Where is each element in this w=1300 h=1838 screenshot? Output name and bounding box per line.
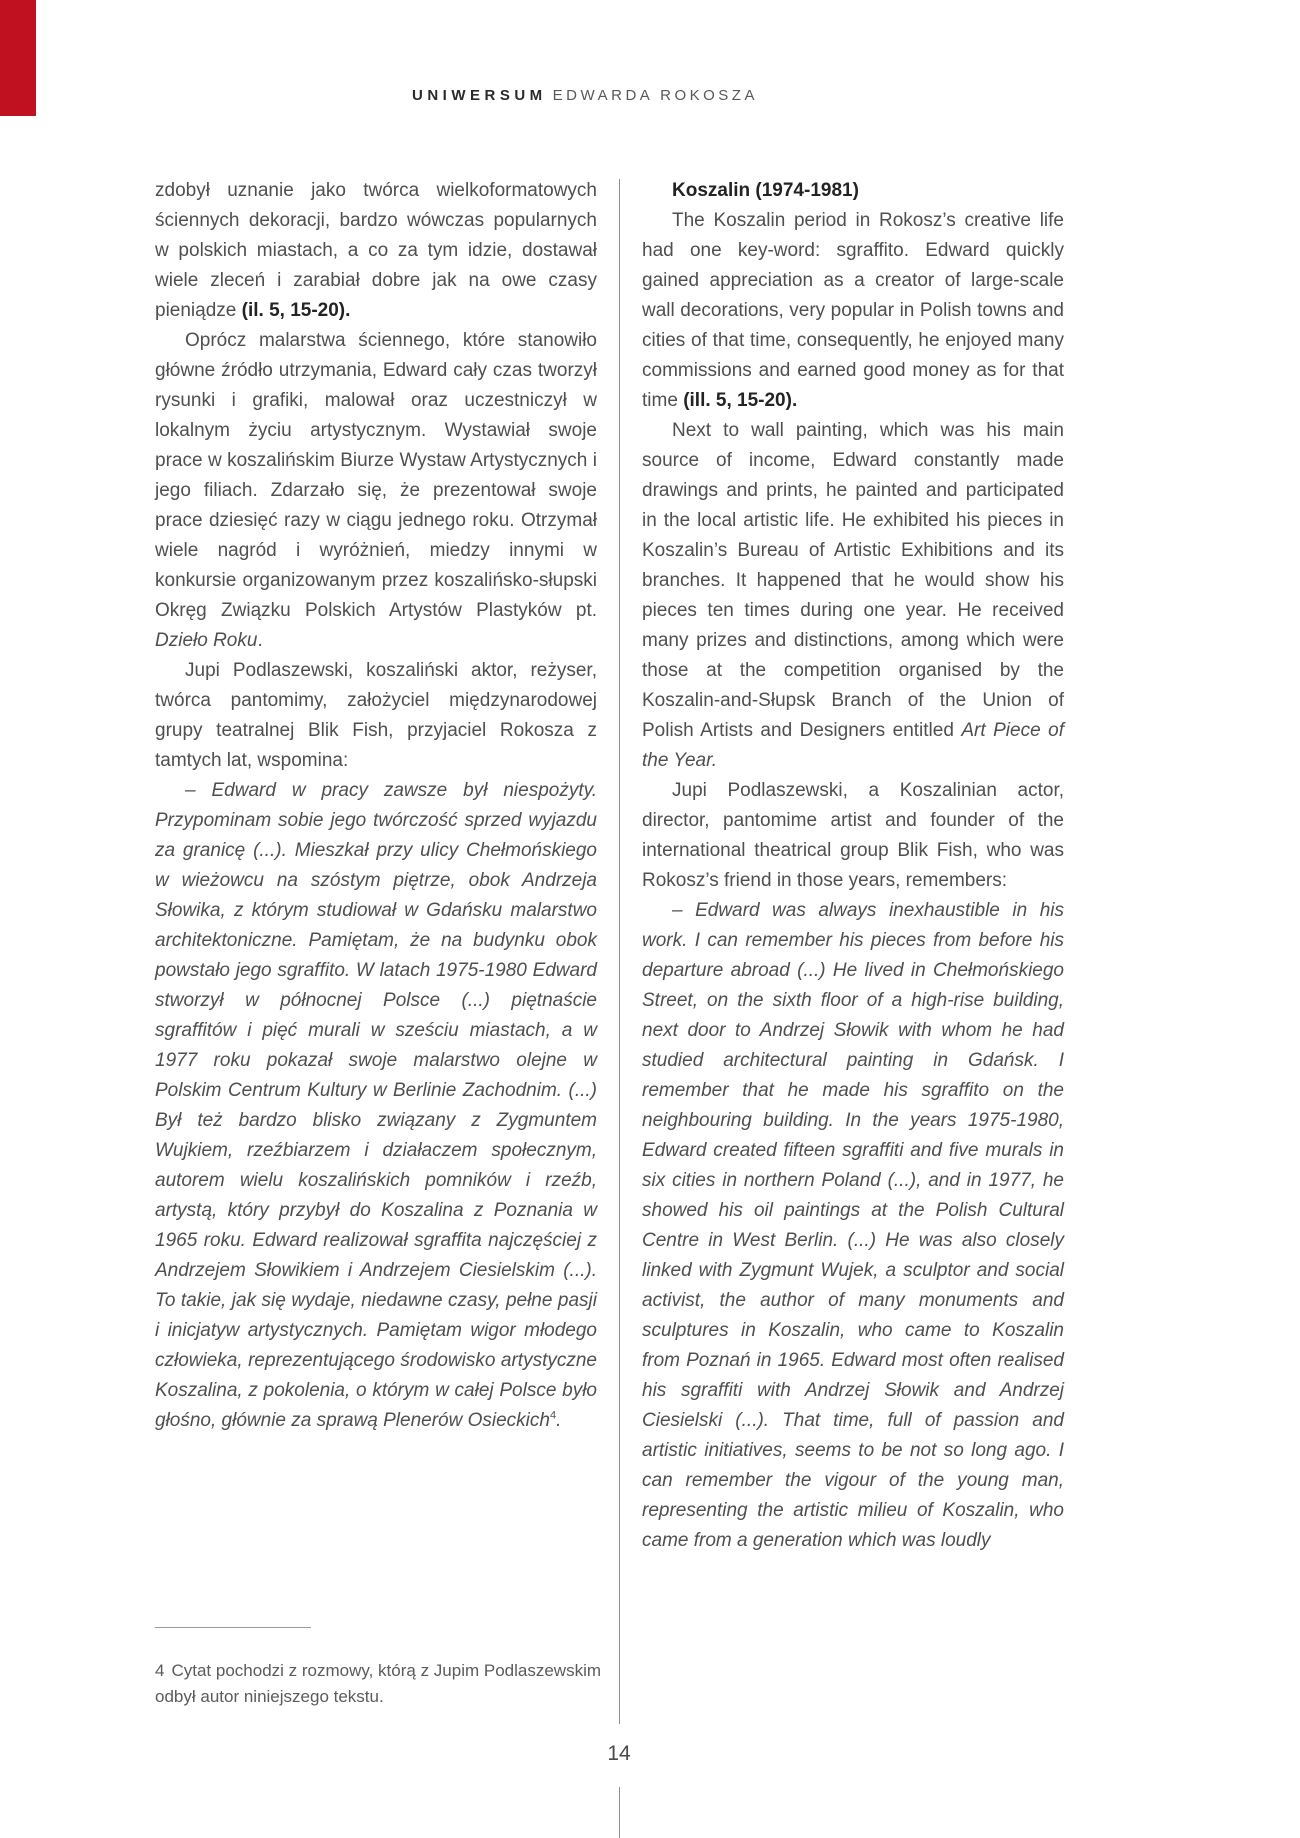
footnote-marker: 4 bbox=[155, 1661, 165, 1680]
footnote bbox=[155, 1658, 615, 1710]
paragraph: Jupi Podlaszewski, koszaliński aktor, reżyser, twórca pantomimy, założyciel międzynarodowej grupy teatralnej Blik Fish, przyjaciel Rokosza z tamtych lat, wspomina: bbox=[155, 660, 597, 771]
column-divider-top bbox=[619, 179, 620, 1724]
running-header-subtitle: EDWARDA ROKOSZA bbox=[552, 87, 758, 104]
paragraph: Jupi Podlaszewski, a Koszalinian actor, director, pantomime artist and founder of the international theatrical group Blik Fish, who was Rokosz’s friend in those years, remembers: bbox=[642, 780, 1064, 891]
right-column-english-text bbox=[642, 176, 1064, 1556]
paragraph: Oprócz malarstwa ściennego, które stanowiło główne źródło utrzymania, Edward cały czas tworzył rysunki i grafiki, malował oraz uczestniczył w lokalnym życiu artystycznym. Wystawiał swoje prace w koszalińskim Biurze Wystaw Artystycznych i jego filiach. Zdarzało się, że prezentował swoje prace dziesięć razy w ciągu jednego roku. Otrzymał wiele nagród i wyróżnień, miedzy innymi w konkursie organizowanym przez koszalińsko-słupski Okręg Związku Polskich Artystów Plastyków pt. Dzieło Roku. bbox=[155, 330, 597, 651]
section-heading: Koszalin (1974-1981) bbox=[672, 180, 859, 201]
paragraph: zdobył uznanie jako twórca wielkoformatowych ściennych dekoracji, bardzo wówczas popularnych w polskich miastach, a co za tym idzie, dostawał wiele zleceń i zarabiał dobre jak na owe czasy pieniądze (il. 5, 15-20). bbox=[155, 180, 597, 321]
column-divider-bottom bbox=[619, 1787, 620, 1838]
paragraph: – Edward w pracy zawsze był niespożyty. Przypominam sobie jego twórczość sprzed wyjazdu za granicę (...). Mieszkał przy ulicy Chełmońskiego w wieżowcu na szóstym piętrze, obok Andrzeja Słowika, z którym studiował w Gdańsku malarstwo architektoniczne. Pamiętam, że na budynku obok powstało jego sgraffito. W latach 1975-1980 Edward stworzył w północnej Polsce (...) piętnaście sgraffitów i pięć murali w sześciu miastach, a w 1977 roku pokazał swoje malarstwo olejne w Polskim Centrum Kultury w Berlinie Zachodnim. (...) Był też bardzo blisko związany z Zygmuntem Wujkiem, rzeźbiarzem i działaczem społecznym, autorem wielu koszalińskich pomników i rzeźb, artystą, który przybył do Koszalina z Poznania w 1965 roku. Edward realizował sgraffita najczęściej z Andrzejem Słowikiem i Andrzejem Ciesielskim (...). To takie, jak się wydaje, niedawne czasy, pełne pasji i inicjatyw artystycznych. Pamiętam wigor młodego człowieka, reprezentującego środowisko artystyczne Koszalina, z pokolenia, o którym w całej Polsce było głośno, głównie za sprawą Plenerów Osieckich$^4$. bbox=[155, 780, 597, 1431]
running-header-title: UNIWERSUM bbox=[412, 87, 547, 104]
footnote-rule bbox=[155, 1627, 311, 1628]
paragraph: – Edward was always inexhaustible in his work. I can remember his pieces from before his departure abroad (...) He lived in Chełmońskiego Street, on the sixth floor of a high-rise building, next door to Andrzej Słowik with whom he had studied architectural painting in Gdańsk. I remember that he made his sgraffito on the neighbouring building. In the years 1975-1980, Edward created fifteen sgraffiti and five murals in six cities in northern Poland (...), and in 1977, he showed his oil paintings at the Polish Cultural Centre in West Berlin. (...) He was also closely linked with Zygmunt Wujek, a sculptor and social activist, the author of many monuments and sculptures in Koszalin, who came to Koszalin from Poznań in 1965. Edward most often realised his sgraffiti with Andrzej Słowik and Andrzej Ciesielski (...). That time, full of passion and artistic initiatives, seems to be not so long ago. I can remember the vigour of the young man, representing the artistic milieu of Koszalin, who came from a generation which was loudly bbox=[642, 900, 1064, 1551]
left-column-polish-text bbox=[155, 176, 597, 1436]
page-number: 14 bbox=[607, 1742, 631, 1765]
paragraph: The Koszalin period in Rokosz’s creative life had one key-word: sgraffito. Edward quickly gained appreciation as a creator of large-scale wall decorations, very popular in Polish towns and cities of that time, consequently, he enjoyed many commissions and earned good money as for that time (ill. 5, 15-20). bbox=[642, 210, 1064, 411]
running-header bbox=[412, 86, 758, 105]
paragraph: Next to wall painting, which was his main source of income, Edward constantly made drawings and prints, he painted and participated in the local artistic life. He exhibited his pieces in Koszalin’s Bureau of Artistic Exhibitions and its branches. It happened that he would show his pieces ten times during one year. He received many prizes and distinctions, among which were those at the competition organised by the Koszalin-and-Słupsk Branch of the Union of Polish Artists and Designers entitled Art Piece of the Year. bbox=[642, 420, 1064, 771]
chapter-color-tab bbox=[0, 0, 36, 116]
footnote-text: Cytat pochodzi z rozmowy, którą z Jupim Podlaszewskim odbył autor niniejszego tekstu. bbox=[155, 1661, 602, 1706]
